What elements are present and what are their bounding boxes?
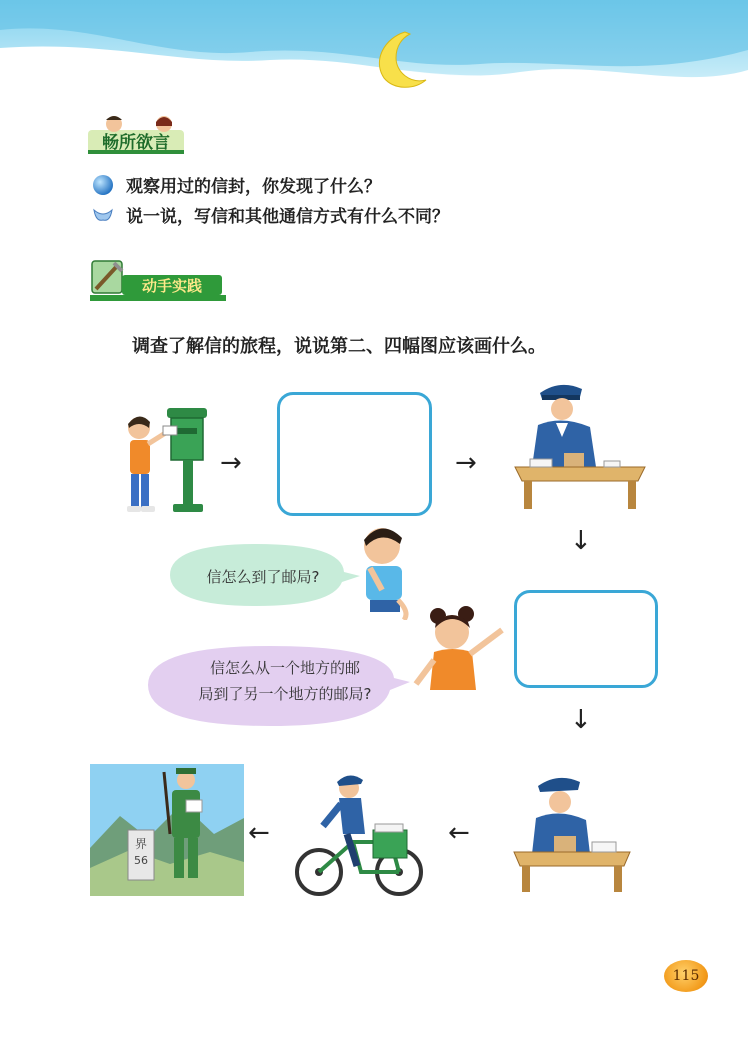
girl-question-line-2: 局到了另一个地方的邮局? — [198, 685, 372, 703]
flow-arrow-right-1: → — [220, 448, 242, 478]
blank-picture-box-4 — [514, 590, 658, 688]
blank-picture-box-2 — [277, 392, 432, 516]
postal-worker-receiving-illustration — [510, 770, 635, 895]
girl-question-line-1: 信怎么从一个地方的邮 — [209, 659, 360, 677]
question-text-1: 观察用过的信封，你发现了什么？ — [126, 177, 381, 197]
page-number-badge — [664, 960, 708, 992]
flow-arrow-left-2: ← — [448, 818, 470, 848]
pointing-girl-illustration — [410, 600, 510, 700]
thinking-boy-illustration — [352, 520, 417, 620]
page-number: 115 — [672, 968, 700, 984]
boy-posting-letter-illustration — [115, 400, 215, 520]
girl-question-text — [165, 655, 405, 707]
section2-title: 动手实践 — [141, 277, 203, 295]
boundary-marker-number: 56 — [134, 854, 148, 867]
question-text-2: 说一说，写信和其他通信方式有什么不同？ — [126, 207, 449, 227]
section-badge-discuss — [86, 112, 186, 156]
flow-arrow-right-2: → — [455, 448, 477, 478]
boy-question-text: 信怎么到了邮局? — [206, 568, 320, 586]
activity-instruction: 调查了解信的旅程，说说第二、四幅图应该画什么。 — [132, 336, 546, 357]
question-line-2 — [92, 202, 449, 227]
boundary-marker-char: 界 — [134, 837, 148, 851]
flow-arrow-down-2: ↓ — [570, 705, 592, 735]
section1-title: 畅所欲言 — [102, 133, 170, 153]
postal-worker-sorting-illustration — [510, 375, 650, 510]
header-wave-banner — [0, 0, 748, 110]
section-badge-hands-on — [88, 255, 228, 303]
flow-arrow-down-1: ↓ — [570, 526, 592, 556]
question-line-1 — [92, 172, 381, 197]
postman-bicycle-illustration — [295, 770, 430, 900]
flow-arrow-left-1: ← — [248, 818, 270, 848]
butterfly-bullet-icon — [92, 204, 114, 226]
border-soldier-illustration — [90, 764, 244, 896]
blue-ball-icon — [92, 174, 114, 196]
